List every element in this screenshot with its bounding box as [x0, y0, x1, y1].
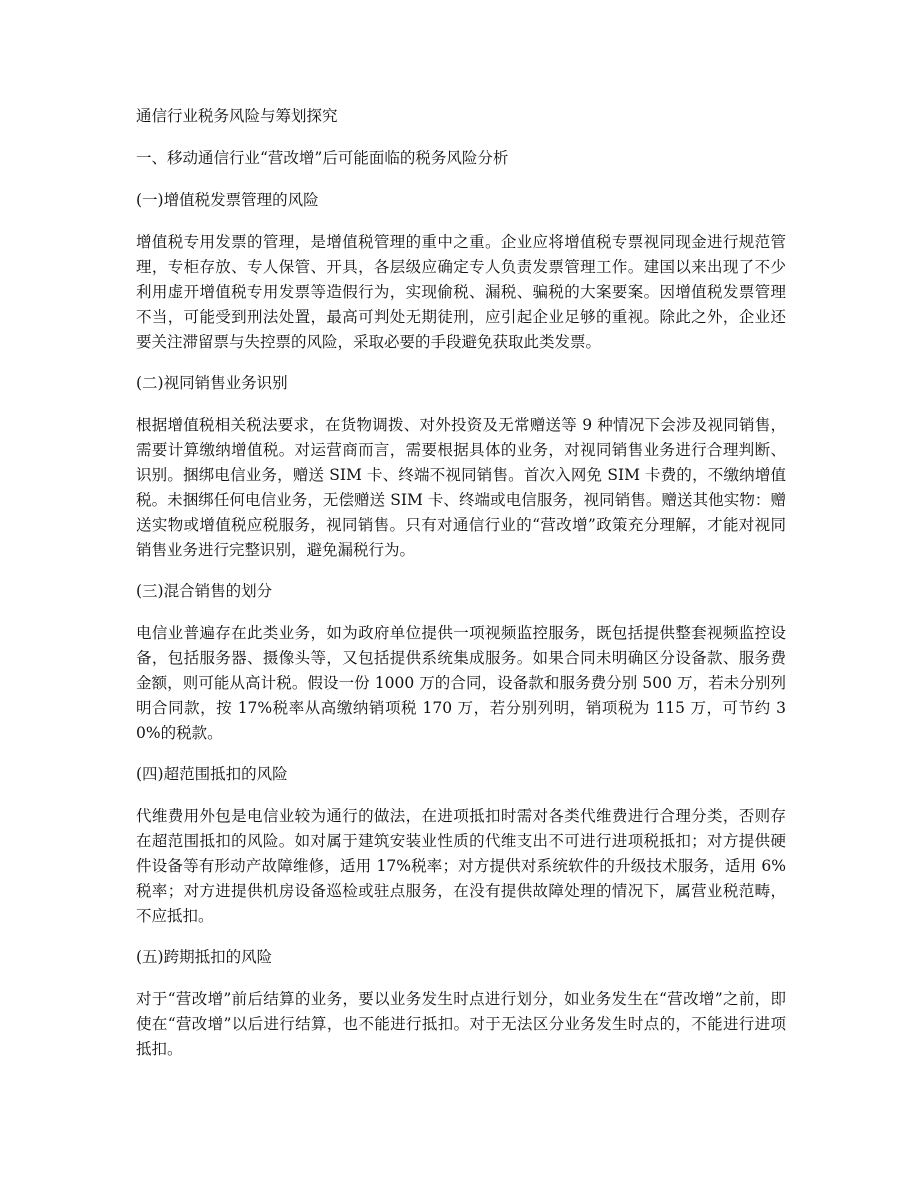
section-heading-main: 一、移动通信行业“营改增”后可能面临的税务风险分析	[136, 149, 509, 167]
document-title: 通信行业税务风险与筹划探究	[136, 107, 338, 125]
section-1-heading: (一)增值税发票管理的风险	[136, 191, 319, 209]
section-2-paragraph: 根据增值税相关税法要求，在货物调拨、对外投资及无常赠送等 9 种情况下会涉及视同销售，需要计算缴纳增值税。对运营商而言，需要根据具体的业务，对视同销售业务进行合理判断、识别。捆绑电信业务，赠送 SIM 卡、终端不视同销售。首次入网免 SIM 卡费的，不缴纳增值税。未捆绑任何电信业务，无偿赠送 SIM 卡、终端或电信服务，视同销售。赠送其他实物：赠送实物或增值税应税服务，视同销售。只有对通信行业的“营改增”政策充分理解，才能对视同销售业务进行完整识别，避免漏税行为。	[136, 416, 786, 559]
section-3-heading: (三)混合销售的划分	[136, 582, 273, 600]
section-1-paragraph: 增值税专用发票的管理，是增值税管理的重中之重。企业应将增值税专票视同现金进行规范管理，专柜存放、专人保管、开具，各层级应确定专人负责发票管理工作。建国以来出现了不少利用虚开增值税专用发票等造假行为，实现偷税、漏税、骗税的大案要案。因增值税发票管理不当，可能受到刑法处置，最高可判处无期徒刑，应引起企业足够的重视。除此之外，企业还要关注滞留票与失控票的风险，采取必要的手段避免获取此类发票。	[136, 233, 786, 351]
section-4-paragraph: 代维费用外包是电信业较为通行的做法，在进项抵扣时需对各类代维费进行合理分类，否则存在超范围抵扣的风险。如对属于建筑安装业性质的代维支出不可进行进项税抵扣；对方提供硬件设备等有形动产故障维修，适用 17%税率；对方提供对系统软件的升级技术服务，适用 6%税率；对方进提供机房设备巡检或驻点服务，在没有提供故障处理的情况下，属营业税范畴，不应抵扣。	[136, 807, 786, 925]
section-3-paragraph: 电信业普遍存在此类业务，如为政府单位提供一项视频监控服务，既包括提供整套视频监控设备，包括服务器、摄像头等，又包括提供系统集成服务。如果合同未明确区分设备款、服务费金额，则可能从高计税。假设一份 1000 万的合同，设备款和服务费分别 500 万，若未分别列明合同款，按 17%税率从高缴纳销项税 170 万，若分别列明，销项税为 115 万，可节约 30%的税款。	[136, 624, 786, 742]
section-5-heading: (五)跨期抵扣的风险	[136, 948, 273, 966]
section-5-paragraph: 对于“营改增”前后结算的业务，要以业务发生时点进行划分，如业务发生在“营改增”之前，即使在“营改增”以后进行结算，也不能进行抵扣。对于无法区分业务发生时点的，不能进行进项抵扣。	[136, 990, 786, 1058]
section-2-heading: (二)视同销售业务识别	[136, 374, 288, 392]
document-page	[136, 104, 786, 1078]
section-4-heading: (四)超范围抵扣的风险	[136, 765, 288, 783]
